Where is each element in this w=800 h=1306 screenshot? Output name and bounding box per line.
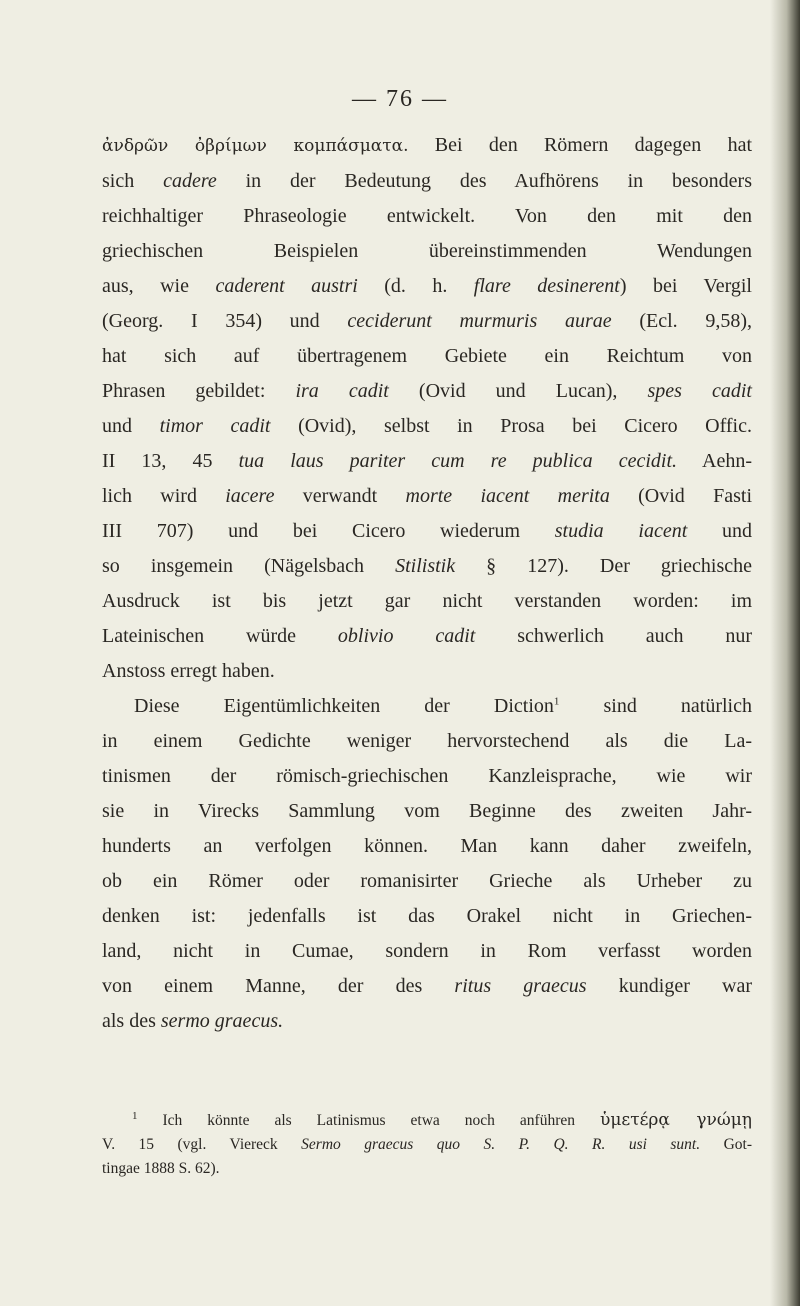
text-line: und timor cadit (Ovid), selbst in Prosa bei Cicero Offic. xyxy=(102,415,752,437)
text-line: von einem Manne, der des ritus graecus kundiger war xyxy=(102,975,752,997)
text-line: Lateinischen würde oblivio cadit schwerlich auch nur xyxy=(102,625,752,647)
text-line: Diese Eigentümlichkeiten der Diction$^1$ sind natürlich xyxy=(134,695,752,717)
text-line: in einem Gedichte weniger hervorstechend als die La- xyxy=(102,730,752,752)
text-line: Ausdruck ist bis jetzt gar nicht verstanden worden: im xyxy=(102,590,752,612)
text-line: lich wird iacere verwandt morte iacent merita (Ovid Fasti xyxy=(102,485,752,507)
text-line: sich cadere in der Bedeutung des Aufhörens in besonders xyxy=(102,170,752,192)
text-line: (Georg. I 354) und ceciderunt murmuris aurae (Ecl. 9,58), xyxy=(102,310,752,332)
page-number: — 76 — xyxy=(352,86,448,112)
text-line: land, nicht in Cumae, sondern in Rom verfasst worden xyxy=(102,940,752,962)
text-line: hat sich auf übertragenem Gebiete ein Reichtum von xyxy=(102,345,752,367)
text-line: Phrasen gebildet: ira cadit (Ovid und Lucan), spes cadit xyxy=(102,380,752,402)
text-line: denken ist: jedenfalls ist das Orakel nicht in Griechen- xyxy=(102,905,752,927)
text-line: III 707) und bei Cicero wiederum studia iacent und xyxy=(102,520,752,542)
text-line: ob ein Römer oder romanisirter Grieche als Urheber zu xyxy=(102,870,752,892)
text-line: reichhaltiger Phraseologie entwickelt. Von den mit den xyxy=(102,205,752,227)
footnote-line: V. 15 (vgl. Viereck Sermo graecus quo S. P. Q. R. usi sunt. Got- xyxy=(102,1136,752,1153)
text-line: sie in Virecks Sammlung vom Beginne des zweiten Jahr- xyxy=(102,800,752,822)
page-edge-shadow xyxy=(770,0,800,1306)
footnote-reference: 1 xyxy=(553,695,560,708)
footnote-marker: 1 xyxy=(132,1109,138,1122)
text-line: tinismen der römisch-griechischen Kanzleisprache, wie wir xyxy=(102,765,752,787)
main-text xyxy=(102,128,752,1039)
text-line: II 13, 45 tua laus pariter cum re publica cecidit. Aehn- xyxy=(102,450,752,472)
text-line: als des sermo graecus. xyxy=(102,1010,284,1032)
footnote-line: $^1$ Ich könnte als Latinismus etwa noch anführen ὑμετέρᾳ γνώμῃ xyxy=(132,1109,752,1130)
text-line: hunderts an verfolgen können. Man kann daher zweifeln, xyxy=(102,835,752,857)
text-line: so insgemein (Nägelsbach Stilistik § 127). Der griechische xyxy=(102,555,752,577)
text-line: aus, wie caderent austri (d. h. flare desinerent) bei Vergil xyxy=(102,275,752,297)
text-line: ἀνδρῶν ὀβρίμων κομπάσματα. Bei den Römern dagegen hat xyxy=(102,134,752,156)
footnote-line: tingae 1888 S. 62). xyxy=(102,1160,220,1177)
text-line: griechischen Beispielen übereinstimmenden Wendungen xyxy=(102,240,752,262)
text-line: Anstoss erregt haben. xyxy=(102,660,275,682)
footnote xyxy=(102,1108,752,1181)
